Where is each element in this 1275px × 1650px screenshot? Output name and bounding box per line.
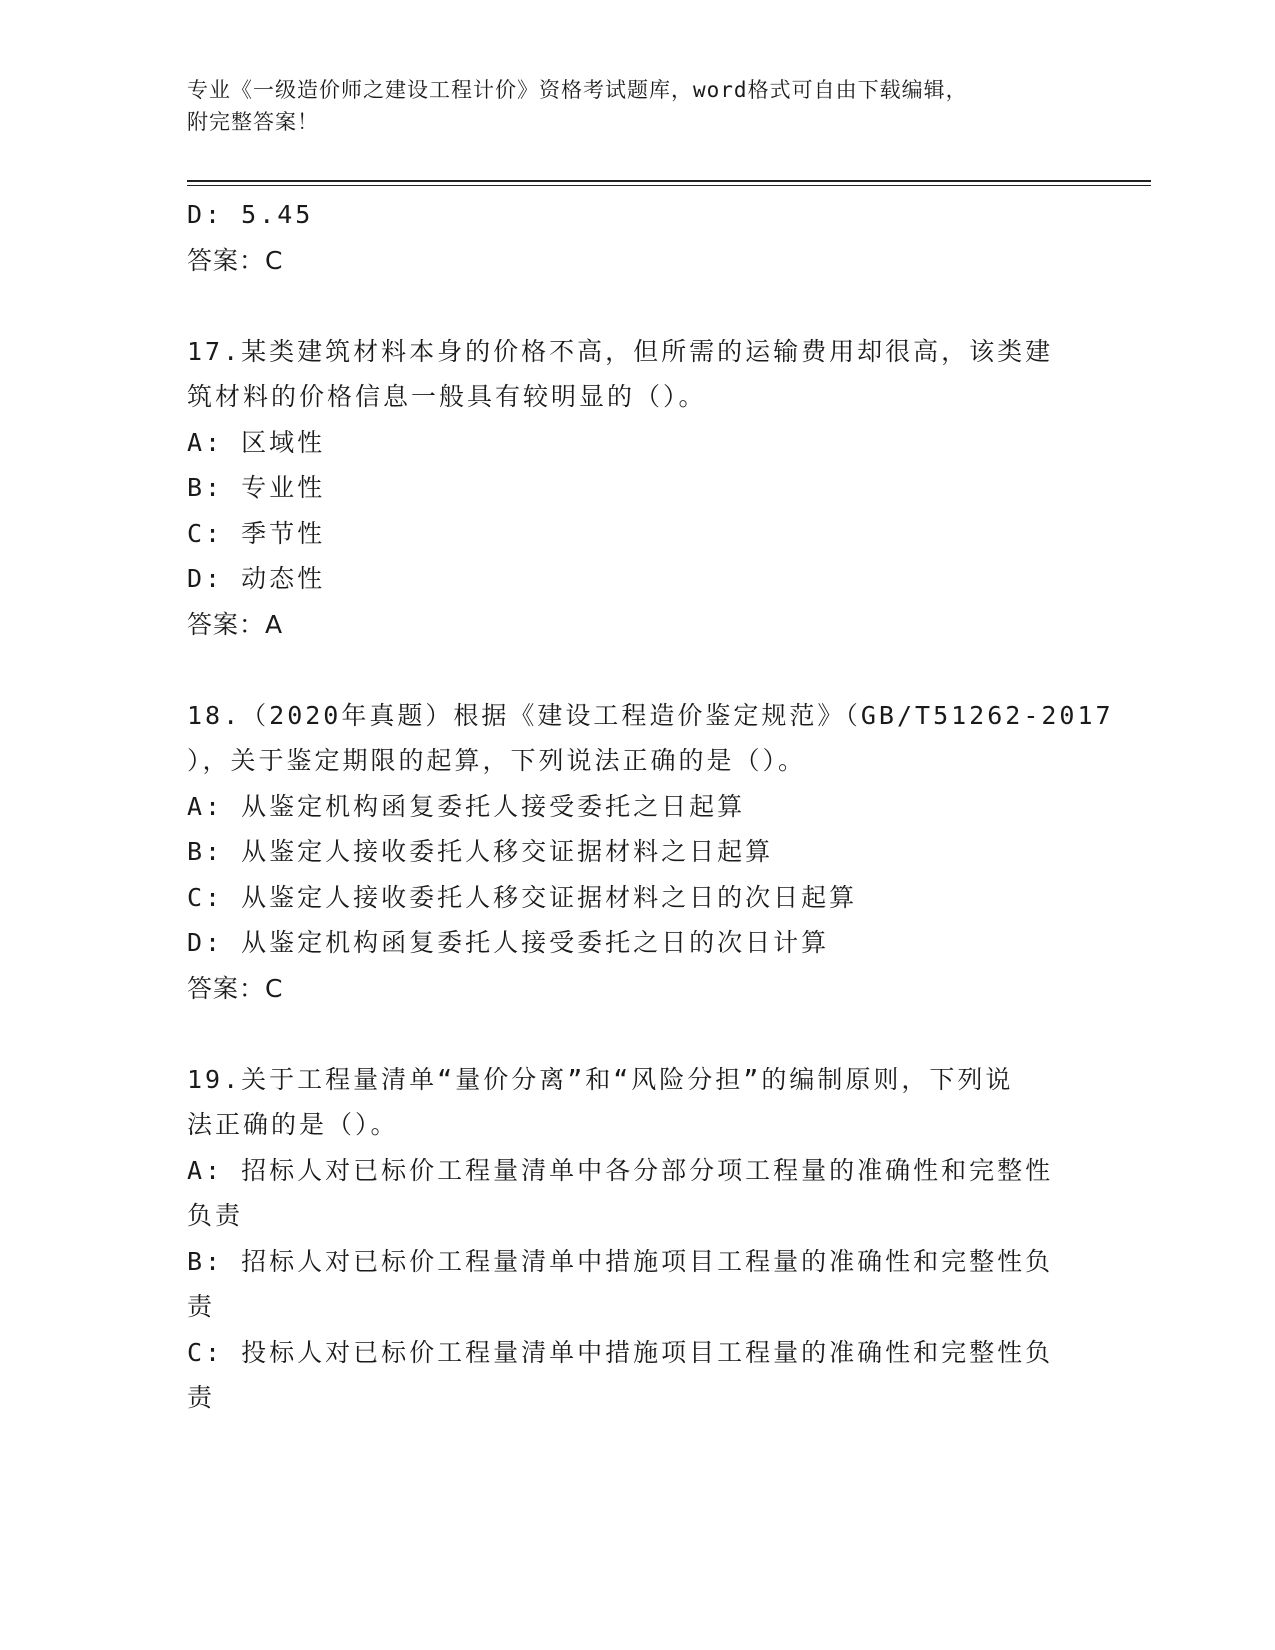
option-c: C: 季节性	[187, 518, 326, 548]
header-rule	[187, 180, 1151, 182]
option-d: D: 从鉴定机构函复委托人接受委托之日的次日计算	[187, 928, 830, 957]
option-c-continuation: 责	[187, 1383, 216, 1412]
option-b: B: 从鉴定人接收委托人移交证据材料之日起算	[187, 837, 774, 866]
question-19	[187, 1057, 1087, 1421]
spacer	[187, 1011, 1087, 1057]
question-stem-line: 法正确的是（）。	[187, 1110, 399, 1139]
spacer	[187, 283, 1087, 329]
question-content	[187, 192, 1114, 1421]
option-a-continuation: 负责	[187, 1201, 244, 1230]
option-d: D: 动态性	[187, 564, 326, 593]
option-b: B: 专业性	[187, 473, 326, 502]
header-line-1: 专业《一级造价师之建设工程计价》资格考试题库，word格式可自由下载编辑，	[187, 78, 968, 102]
option-b: B: 招标人对已标价工程量清单中措施项目工程量的准确性和完整性负	[187, 1246, 1054, 1276]
question-17	[187, 329, 1087, 648]
option-a: A: 从鉴定机构函复委托人接受委托之日起算	[187, 791, 746, 821]
option-d: D: 5.45	[187, 200, 314, 229]
answer: 答案：C	[187, 245, 284, 275]
header-rule-thin	[187, 185, 1151, 186]
question-stem-line: 17.某类建筑材料本身的价格不高，但所需的运输费用却很高，该类建	[187, 336, 1054, 366]
option-c: C: 投标人对已标价工程量清单中措施项目工程量的准确性和完整性负	[187, 1337, 1054, 1367]
page-header	[187, 74, 1087, 138]
answer: 答案：C	[187, 973, 284, 1003]
question-stem-line: ），关于鉴定期限的起算，下列说法正确的是（）。	[187, 746, 807, 775]
question-stem-line: 18.（2020年真题）根据《建设工程造价鉴定规范》（GB/T51262-2017	[187, 700, 1114, 730]
spacer	[187, 647, 1087, 693]
question-18	[187, 693, 1114, 1012]
header-line-2: 附完整答案！	[187, 110, 319, 134]
answer: 答案：A	[187, 609, 284, 639]
option-a: A: 招标人对已标价工程量清单中各分部分项工程量的准确性和完整性	[187, 1155, 1054, 1185]
option-c: C: 从鉴定人接收委托人移交证据材料之日的次日起算	[187, 882, 858, 912]
option-a: A: 区域性	[187, 427, 326, 457]
question-stem-line: 筑材料的价格信息一般具有较明显的（）。	[187, 382, 707, 411]
option-b-continuation: 责	[187, 1292, 216, 1321]
question-stem-line: 19.关于工程量清单“量价分离”和“风险分担”的编制原则，下列说	[187, 1064, 1014, 1094]
